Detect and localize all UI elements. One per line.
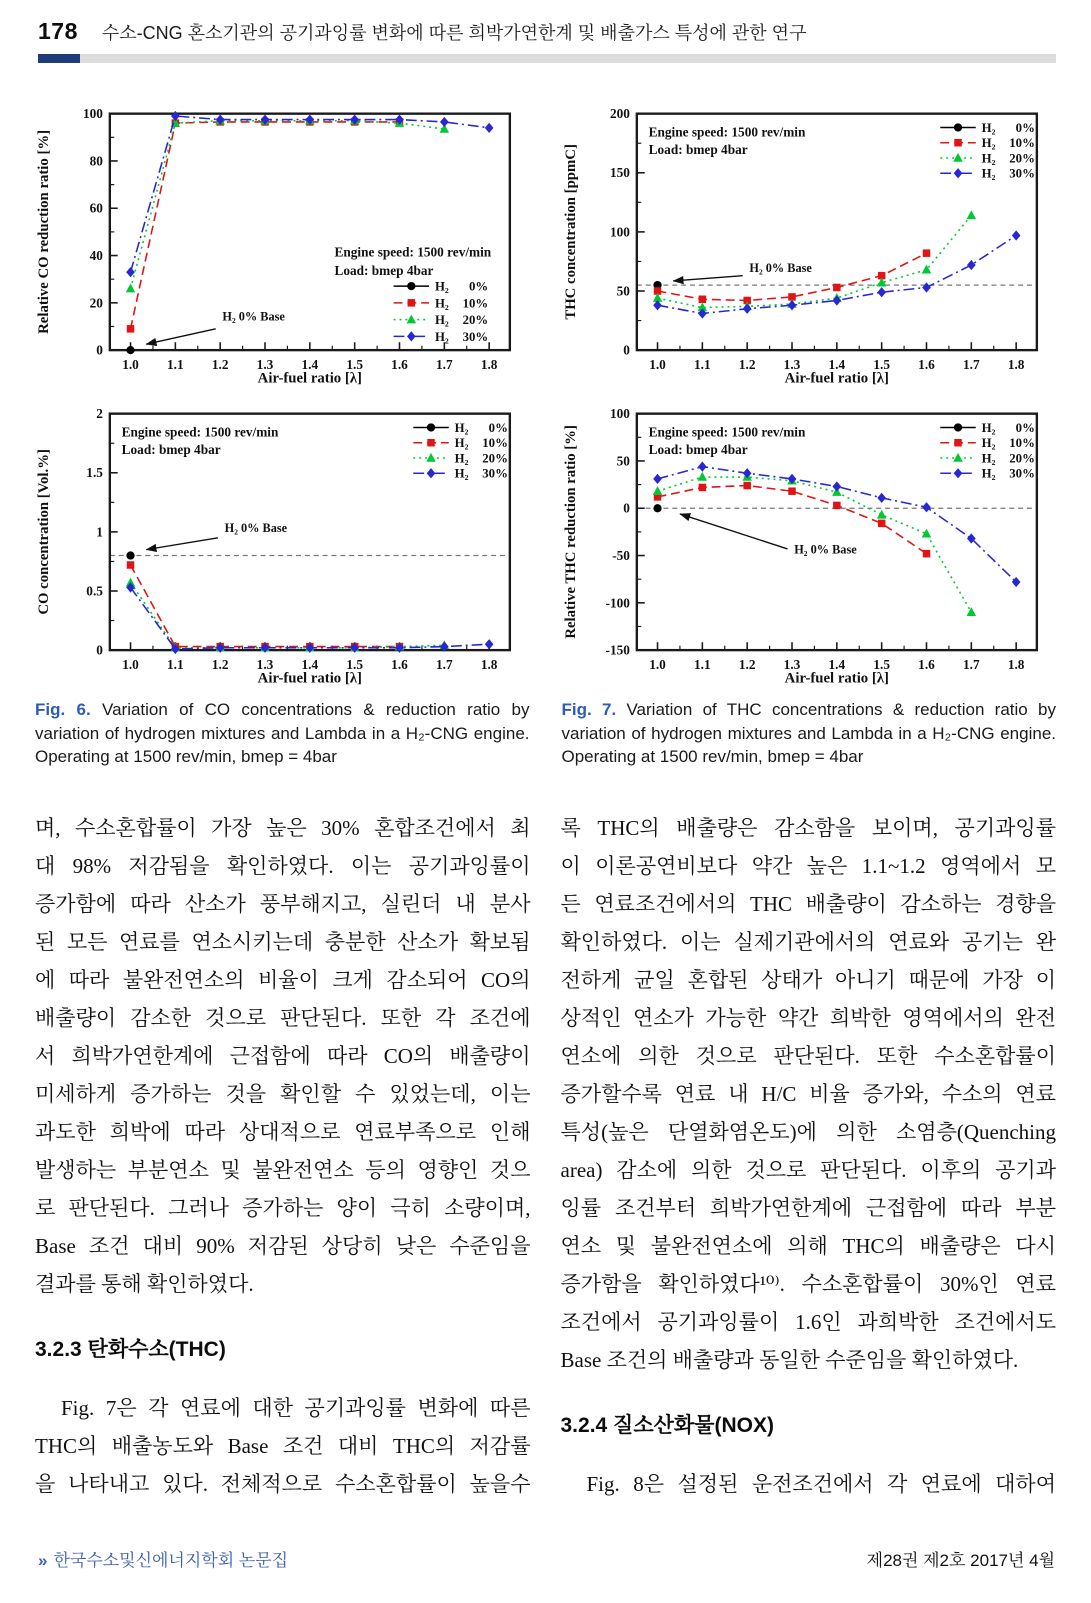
svg-text:30%: 30% bbox=[1008, 166, 1035, 181]
text-line: 전하게 균일 혼합된 상태가 아니기 때문에 가장 이 bbox=[560, 967, 1056, 992]
right-paragraph-2 bbox=[561, 1465, 1057, 1503]
text-line: 조건에서 공기과잉률이 1.6인 과희박한 조건에서도 bbox=[560, 1309, 1056, 1334]
svg-text:H₂: H₂ bbox=[981, 420, 995, 435]
svg-text:1.6: 1.6 bbox=[917, 656, 935, 672]
svg-text:H₂: H₂ bbox=[981, 435, 995, 450]
svg-text:1.6: 1.6 bbox=[391, 656, 408, 672]
text-line: 에 따라 불완전연소의 비율이 크게 감소되어 CO의 bbox=[35, 967, 531, 992]
svg-text:-150: -150 bbox=[605, 642, 630, 658]
svg-text:Relative THC reduction ratio [: Relative THC reduction ratio [%] bbox=[562, 424, 579, 639]
svg-text:1.8: 1.8 bbox=[1007, 356, 1024, 372]
svg-text:20%: 20% bbox=[1008, 151, 1035, 166]
text-line: 확인하였다. 이는 실제기관에서의 연료와 공기는 완 bbox=[560, 929, 1056, 954]
svg-text:30%: 30% bbox=[482, 466, 508, 481]
left-column bbox=[35, 809, 531, 1503]
svg-text:0%: 0% bbox=[468, 279, 489, 294]
fig6-caption-text: Variation of CO concentrations & reduction ratio by variation of hydrogen mixtures and Lambda in a H₂-CNG engine. Operating at 1500 rev/min, bmep = 4bar bbox=[35, 700, 530, 767]
text-line: 연소 및 불완전연소에 의해 THC의 배출량은 다시 bbox=[560, 1233, 1056, 1258]
svg-text:30%: 30% bbox=[1008, 466, 1035, 481]
svg-text:1.6: 1.6 bbox=[917, 356, 935, 372]
svg-text:H₂: H₂ bbox=[434, 296, 449, 311]
svg-text:200: 200 bbox=[609, 106, 630, 122]
left-paragraph-1 bbox=[35, 809, 531, 1303]
svg-text:Air-fuel ratio [λ]: Air-fuel ratio [λ] bbox=[257, 670, 362, 687]
svg-text:1.5: 1.5 bbox=[872, 356, 890, 372]
svg-text:H₂: H₂ bbox=[454, 435, 469, 450]
svg-text:1.7: 1.7 bbox=[962, 356, 980, 372]
text-line: 증가할수록 연료 내 H/C 비율 증가와, 수소의 연료 bbox=[560, 1081, 1056, 1106]
svg-text:H₂ 0% Base: H₂ 0% Base bbox=[222, 309, 285, 324]
svg-text:1.3: 1.3 bbox=[783, 356, 800, 372]
svg-text:1.5: 1.5 bbox=[346, 656, 363, 672]
svg-text:H₂: H₂ bbox=[454, 466, 469, 481]
text-line: 미세하게 증가하는 것을 확인할 수 있었는데, 이는 bbox=[35, 1081, 531, 1106]
right-paragraph-1 bbox=[561, 809, 1057, 1379]
svg-text:1.0: 1.0 bbox=[648, 356, 666, 372]
svg-text:H₂: H₂ bbox=[454, 451, 469, 466]
header-rule-accent bbox=[38, 54, 80, 63]
text-line: 특성(높은 단열화염온도)에 의한 소염층(Quenching bbox=[560, 1119, 1056, 1144]
svg-text:1.4: 1.4 bbox=[828, 656, 845, 672]
svg-text:0%: 0% bbox=[488, 420, 508, 435]
svg-text:Load: bmep 4bar: Load: bmep 4bar bbox=[121, 441, 221, 457]
text-line: Base 조건 대비 90% 저감된 상당히 낮은 수준임을 bbox=[35, 1233, 531, 1258]
left-paragraph-2 bbox=[35, 1389, 531, 1503]
fig7-caption-text: Variation of THC concentrations & reduction ratio by variation of hydrogen mixtures and Lambda in a H₂-CNG engine. Operating at 1500 rev/min, bmep = 4bar bbox=[561, 700, 1056, 767]
text-line: 며, 수소혼합률이 가장 높은 30% 혼합조건에서 최 bbox=[35, 815, 531, 840]
text-line: 증가함에 따라 산소가 풍부해지고, 실린더 내 분사 bbox=[35, 891, 531, 916]
svg-text:THC concentration [ppmC]: THC concentration [ppmC] bbox=[562, 144, 579, 320]
svg-text:20: 20 bbox=[89, 295, 103, 311]
svg-text:1.1: 1.1 bbox=[693, 356, 711, 372]
svg-text:0%: 0% bbox=[1015, 420, 1035, 435]
svg-text:Engine speed: 1500 rev/min: Engine speed: 1500 rev/min bbox=[334, 244, 492, 260]
svg-text:1.7: 1.7 bbox=[436, 656, 453, 672]
page-footer bbox=[38, 1546, 1055, 1571]
svg-text:1.5: 1.5 bbox=[86, 464, 103, 480]
svg-text:10%: 10% bbox=[482, 435, 508, 450]
right-column bbox=[561, 809, 1057, 1503]
fig7-caption bbox=[558, 698, 1061, 769]
svg-text:CO concentration [Vol.%]: CO concentration [Vol.%] bbox=[35, 448, 52, 615]
text-line: 록 THC의 배출량은 감소함을 보이며, 공기과잉률 bbox=[560, 815, 1056, 840]
svg-text:Engine speed: 1500 rev/min: Engine speed: 1500 rev/min bbox=[648, 423, 805, 439]
header-rule bbox=[38, 54, 1056, 63]
svg-text:2: 2 bbox=[96, 405, 103, 421]
text-line: Fig. 7은 각 연료에 대한 공기과잉률 변화에 따른 bbox=[61, 1395, 531, 1420]
svg-text:0: 0 bbox=[622, 500, 630, 516]
fig6-caption-label: Fig. 6. bbox=[35, 700, 91, 720]
svg-text:1.8: 1.8 bbox=[480, 356, 498, 372]
fig7-thc-reduction-chart bbox=[558, 391, 1061, 687]
svg-text:0: 0 bbox=[622, 342, 630, 358]
svg-text:H₂ 0% Base: H₂ 0% Base bbox=[748, 261, 812, 276]
svg-text:1: 1 bbox=[96, 523, 103, 539]
svg-text:Air-fuel ratio [λ]: Air-fuel ratio [λ] bbox=[784, 370, 889, 387]
svg-text:1.1: 1.1 bbox=[693, 656, 711, 672]
svg-text:-100: -100 bbox=[605, 594, 630, 610]
text-line: 잉률 조건부터 희박가연한계에 근접함에 따라 부분 bbox=[560, 1195, 1056, 1220]
fig6-caption bbox=[31, 698, 534, 769]
svg-text:1.0: 1.0 bbox=[648, 656, 666, 672]
svg-text:30%: 30% bbox=[462, 329, 489, 344]
text-line: 서 희박가연한계에 근접함에 따라 CO의 배출량이 bbox=[35, 1043, 531, 1068]
text-line: 대 98% 저감됨을 확인하였다. 이는 공기과잉률이 bbox=[35, 853, 531, 878]
fig7-thc-concentration-chart bbox=[558, 91, 1061, 387]
svg-text:Load: bmep 4bar: Load: bmep 4bar bbox=[334, 263, 434, 279]
footer-chevrons-icon: » bbox=[38, 1551, 48, 1570]
svg-text:1.7: 1.7 bbox=[962, 656, 980, 672]
svg-text:H₂: H₂ bbox=[981, 120, 995, 135]
svg-text:100: 100 bbox=[609, 405, 630, 421]
svg-text:H₂: H₂ bbox=[454, 420, 469, 435]
svg-text:H₂: H₂ bbox=[434, 279, 449, 294]
svg-text:1.3: 1.3 bbox=[256, 356, 274, 372]
text-line: 발생하는 부분연소 및 불완전연소 등의 영향인 것으 bbox=[35, 1157, 531, 1182]
body-columns bbox=[0, 809, 1091, 1503]
text-line: 증가함을 확인하였다¹⁰⁾. 수소혼합률이 30%인 연료 bbox=[560, 1271, 1056, 1296]
text-line: 연소에 의한 것으로 판단된다. 또한 수소혼합률이 bbox=[560, 1043, 1056, 1068]
svg-text:1.1: 1.1 bbox=[167, 356, 184, 372]
footer-issue: 제28권 제2호 2017년 4월 bbox=[866, 1551, 1055, 1570]
text-line: Fig. 8은 설정된 운전조건에서 각 연료에 대하여 bbox=[586, 1471, 1056, 1496]
svg-text:150: 150 bbox=[609, 165, 630, 181]
figures-grid bbox=[0, 91, 1091, 769]
svg-text:Air-fuel ratio [λ]: Air-fuel ratio [λ] bbox=[257, 370, 362, 387]
svg-text:1.0: 1.0 bbox=[122, 356, 139, 372]
section-heading-3-2-3: 3.2.3 탄화수소(THC) bbox=[35, 1337, 226, 1361]
svg-text:1.7: 1.7 bbox=[436, 356, 453, 372]
svg-text:1.4: 1.4 bbox=[828, 356, 845, 372]
svg-text:1.2: 1.2 bbox=[738, 356, 755, 372]
svg-text:H₂: H₂ bbox=[434, 329, 449, 344]
footer-journal bbox=[38, 1546, 288, 1571]
svg-text:H₂: H₂ bbox=[981, 451, 995, 466]
svg-text:1.4: 1.4 bbox=[301, 656, 319, 672]
svg-text:1.5: 1.5 bbox=[346, 356, 363, 372]
svg-text:H₂ 0% Base: H₂ 0% Base bbox=[793, 542, 857, 557]
svg-text:H₂: H₂ bbox=[434, 313, 449, 328]
svg-text:1.2: 1.2 bbox=[738, 656, 755, 672]
text-line: THC의 배출농도와 Base 조건 대비 THC의 저감률 bbox=[35, 1433, 531, 1458]
fig6-co-concentration-chart bbox=[31, 391, 534, 687]
svg-text:1.2: 1.2 bbox=[211, 356, 229, 372]
svg-text:H₂ 0% Base: H₂ 0% Base bbox=[224, 520, 288, 535]
fig7-caption-label: Fig. 7. bbox=[561, 700, 617, 720]
svg-text:1.4: 1.4 bbox=[301, 356, 319, 372]
text-line: Base 조건의 배출량과 동일한 수준임을 확인하였다. bbox=[560, 1347, 1019, 1372]
svg-text:0: 0 bbox=[96, 642, 103, 658]
text-line: 결과를 통해 확인하였다. bbox=[35, 1271, 254, 1296]
svg-text:1.2: 1.2 bbox=[211, 656, 229, 672]
svg-text:1.3: 1.3 bbox=[783, 656, 800, 672]
svg-text:H₂: H₂ bbox=[981, 136, 995, 151]
svg-text:100: 100 bbox=[609, 224, 630, 240]
svg-text:Engine speed: 1500 rev/min: Engine speed: 1500 rev/min bbox=[121, 423, 279, 439]
svg-text:0%: 0% bbox=[1015, 120, 1035, 135]
svg-text:40: 40 bbox=[89, 247, 103, 263]
text-line: 든 연료조건에서의 THC 배출량이 감소하는 경향을 bbox=[560, 891, 1056, 916]
page-header bbox=[0, 0, 1091, 45]
svg-text:Relative CO reduction ratio [%: Relative CO reduction ratio [%] bbox=[35, 129, 52, 334]
svg-text:10%: 10% bbox=[1008, 435, 1035, 450]
text-line: 로 판단된다. 그러나 증가하는 양이 극히 소량이며, bbox=[35, 1195, 531, 1220]
svg-text:60: 60 bbox=[89, 200, 103, 216]
svg-text:10%: 10% bbox=[462, 296, 489, 311]
svg-text:-50: -50 bbox=[611, 547, 630, 563]
svg-text:0: 0 bbox=[96, 342, 103, 358]
text-line: 배출량이 감소한 것으로 판단된다. 또한 각 조건에 bbox=[35, 1005, 531, 1030]
svg-text:50: 50 bbox=[616, 452, 630, 468]
svg-text:1.8: 1.8 bbox=[480, 656, 498, 672]
text-line: 이 이론공연비보다 약간 높은 1.1~1.2 영역에서 모 bbox=[560, 853, 1056, 878]
text-line: 상적인 연소가 가능한 약간 희박한 영역에서의 완전 bbox=[560, 1005, 1056, 1030]
svg-text:50: 50 bbox=[616, 283, 630, 299]
svg-text:1.5: 1.5 bbox=[872, 656, 890, 672]
svg-text:Load: bmep 4bar: Load: bmep 4bar bbox=[648, 142, 748, 158]
svg-text:Engine speed: 1500 rev/min: Engine speed: 1500 rev/min bbox=[648, 124, 805, 140]
text-line: 과도한 희박에 따라 상대적으로 연료부족으로 인해 bbox=[35, 1119, 531, 1144]
svg-text:20%: 20% bbox=[482, 451, 508, 466]
svg-text:1.6: 1.6 bbox=[391, 356, 408, 372]
svg-text:20%: 20% bbox=[462, 313, 489, 328]
svg-text:20%: 20% bbox=[1008, 451, 1035, 466]
svg-text:H₂: H₂ bbox=[981, 151, 995, 166]
svg-text:0.5: 0.5 bbox=[86, 583, 103, 599]
svg-text:10%: 10% bbox=[1008, 136, 1035, 151]
svg-text:100: 100 bbox=[82, 106, 103, 122]
text-line: 을 나타내고 있다. 전체적으로 수소혼합률이 높을수 bbox=[35, 1471, 531, 1496]
svg-text:Air-fuel ratio [λ]: Air-fuel ratio [λ] bbox=[784, 670, 889, 687]
section-heading-3-2-4: 3.2.4 질소산화물(NOX) bbox=[560, 1413, 774, 1437]
page-number: 178 bbox=[38, 18, 78, 44]
footer-journal-name: 한국수소및신에너지학회 논문집 bbox=[53, 1551, 289, 1570]
text-line: 된 모든 연료를 연소시키는데 충분한 산소가 확보됨 bbox=[35, 929, 531, 954]
svg-text:80: 80 bbox=[89, 153, 103, 169]
text-line: area) 감소에 의한 것으로 판단된다. 이후의 공기과 bbox=[560, 1157, 1056, 1182]
svg-text:Load: bmep 4bar: Load: bmep 4bar bbox=[648, 441, 748, 457]
svg-text:H₂: H₂ bbox=[981, 166, 995, 181]
running-title: 수소-CNG 혼소기관의 공기과잉률 변화에 따른 희박가연한계 및 배출가스 특성에 관한 연구 bbox=[101, 23, 807, 43]
svg-text:1.3: 1.3 bbox=[256, 656, 274, 672]
svg-text:1.0: 1.0 bbox=[122, 656, 139, 672]
svg-text:1.8: 1.8 bbox=[1007, 656, 1024, 672]
svg-text:H₂: H₂ bbox=[981, 466, 995, 481]
svg-text:1.1: 1.1 bbox=[167, 656, 184, 672]
fig6-co-reduction-chart bbox=[31, 91, 534, 387]
